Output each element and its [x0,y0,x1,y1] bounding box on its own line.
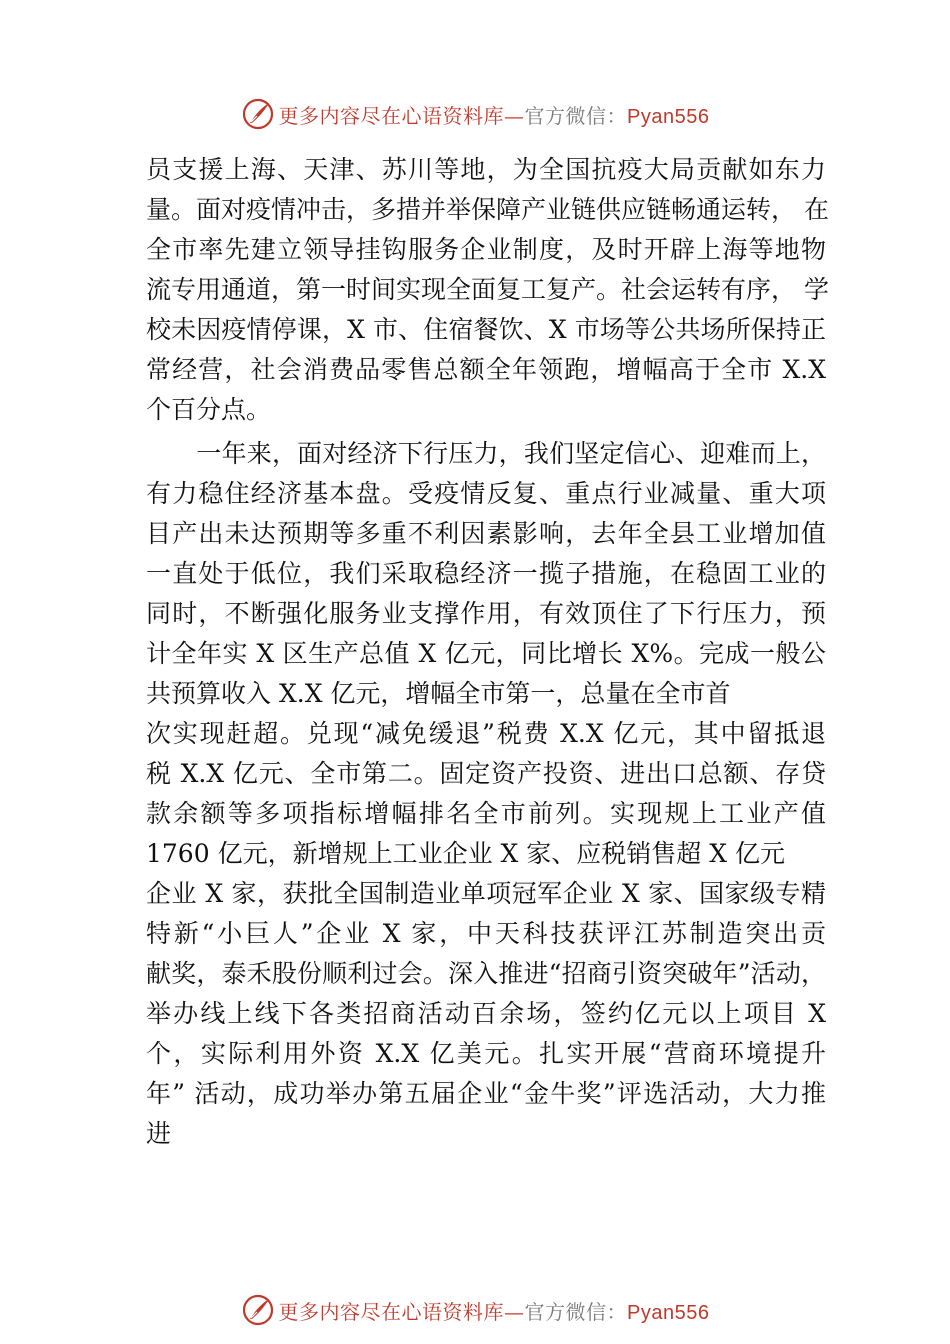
text-line: 次实现赶超。兑现“减免缓退”税费 X.X 亿元，其中留抵退 [146,719,826,748]
text-line: 个，实际利用外资 X.X 亿美元。扎实开展“营商环境提升 [146,1039,826,1068]
text-line: 举办线上线下各类招商活动百余场，签约亿元以上项目 X [146,999,826,1028]
text-line: 进 [146,1119,172,1148]
footer-text [279,1296,710,1325]
text-line: 校未因疫情停课，X 市、住宿餐饮、X 市场等公共场所保持正 [146,315,826,344]
text-line: 流专用通道，第一时间实现全面复工复产。社会运转有序， 学 [146,275,829,304]
text-line: 有力稳住经济基本盘。受疫情反复、重点行业减量、重大项 [146,479,826,508]
text-line: 一直处于低位，我们采取稳经济一揽子措施，在稳固工业的 [146,559,826,588]
text-line: 1760 亿元，新增规上工业企业 X 家、应税销售超 X 亿元 [146,839,785,868]
text-line: 同时，不断强化服务业支撑作用，有效顶住了下行压力，预 [146,599,826,628]
text-line: 税 X.X 亿元、全市第二。固定资产投资、进出口总额、存贷 [146,759,826,788]
paragraph-1 [146,150,829,430]
text-line: 企业 X 家，获批全国制造业单项冠军企业 X 家、国家级专精 [146,879,826,908]
text-line: 量。面对疫情冲击，多措并举保障产业链供应链畅通运转， 在 [146,195,829,224]
text-line: 一年来，面对经济下行压力，我们坚定信心、迎难而上， [146,439,826,468]
quill-logo-icon [241,1293,275,1327]
header-official: 官方微信： [524,103,628,128]
footer-dash: — [504,1299,525,1324]
text-line: 款余额等多项指标增幅排名全市前列。实现规上工业产值 [146,799,826,828]
text-line: 全市率先建立领导挂钩服务企业制度，及时开辟上海等地物 [146,235,826,264]
document-body [146,150,829,1154]
text-line: 个百分点。 [146,395,272,424]
text-line: 计全年实 X 区生产总值 X 亿元，同比增长 X%。完成一般公 [146,639,826,668]
footer-wechat-id: Pyan556 [627,1301,710,1324]
header-banner [0,94,950,134]
footer-brand: 更多内容尽在心语资料库 [278,1299,505,1324]
text-line: 目产出未达预期等多重不利因素影响，去年全县工业增加值 [146,519,826,548]
footer-banner [0,1290,950,1330]
header-brand: 更多内容尽在心语资料库 [278,103,505,128]
text-line: 共预算收入 X.X 亿元，增幅全市第一，总量在全市首 [146,679,731,708]
header-wechat-id: Pyan556 [627,105,710,128]
footer-official: 官方微信： [524,1299,628,1324]
text-line: 特新“小巨人”企业 X 家，中天科技获评江苏制造突出贡 [146,919,826,948]
header-text [279,100,710,129]
text-line: 常经营，社会消费品零售总额全年领跑，增幅高于全市 X.X [146,355,826,384]
paragraph-2 [146,434,826,1154]
text-line: 献奖，泰禾股份顺利过会。深入推进“招商引资突破年”活动， [146,959,826,988]
quill-logo-icon [241,97,275,131]
text-line: 员支援上海、天津、苏川等地，为全国抗疫大局贡献如东力 [146,155,826,184]
header-dash: — [504,103,525,128]
text-line: 年” 活动，成功举办第五届企业“金牛奖”评选活动，大力推 [146,1079,826,1108]
